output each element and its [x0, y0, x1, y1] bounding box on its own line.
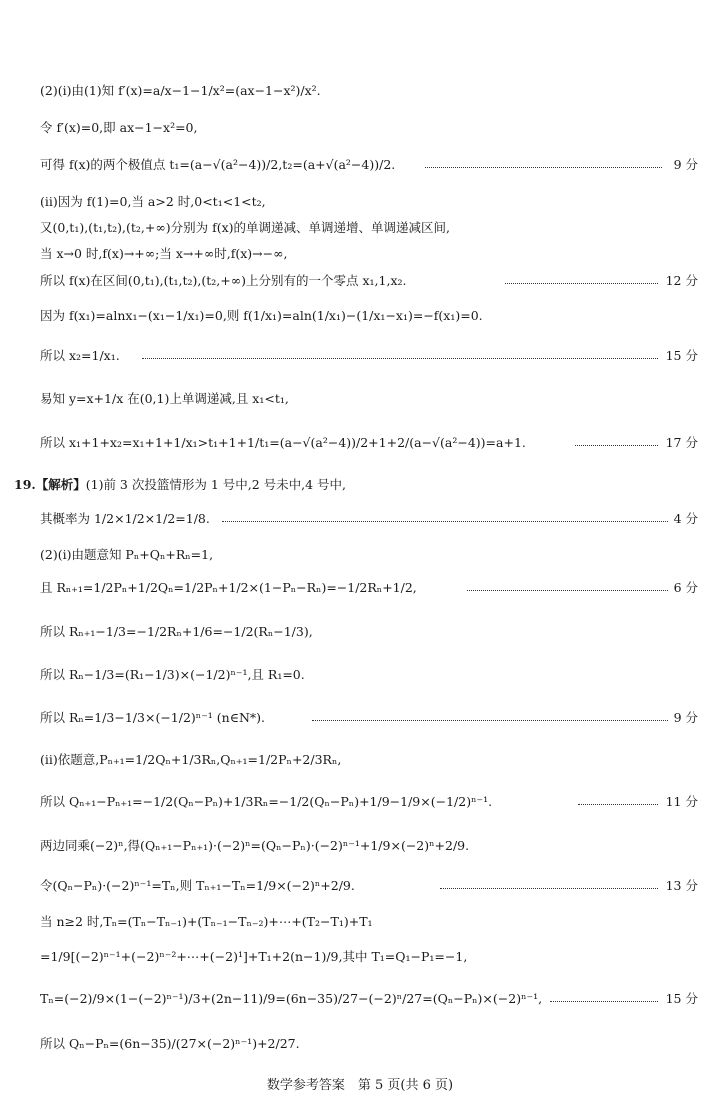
- score-label: 17 分: [665, 435, 698, 450]
- leader-dots: [550, 1001, 658, 1002]
- line-text: 所以 Rₙ−1/3=(R₁−1/3)×(−1/2)ⁿ⁻¹,且 R₁=0.: [40, 667, 305, 682]
- leader-dots: [425, 167, 662, 168]
- question-number: 19.【解析】: [14, 477, 86, 492]
- leader-dots: [222, 521, 668, 522]
- line-text: 两边同乘(−2)ⁿ,得(Qₙ₊₁−Pₙ₊₁)·(−2)ⁿ=(Qₙ−Pₙ)·(−2)ⁿ⁻¹+1/9×(−2)ⁿ+2/9.: [40, 838, 470, 853]
- score-label: 6 分: [673, 580, 698, 595]
- line-text: 因为 f(x₁)=alnx₁−(x₁−1/x₁)=0,则 f(1/x₁)=aln(1/x₁)−(1/x₁−x₁)=−f(x₁)=0.: [40, 308, 483, 323]
- line-text: 且 Rₙ₊₁=1/2Pₙ+1/2Qₙ=1/2Pₙ+1/2×(1−Pₙ−Rₙ)=−1/2Rₙ+1/2,: [40, 580, 417, 595]
- page-footer: 数学参考答案 第 5 页(共 6 页): [266, 1078, 454, 1093]
- leader-dots: [312, 720, 668, 721]
- line-text: (ii)因为 f(1)=0,当 a>2 时,0<t₁<1<t₂,: [40, 194, 266, 209]
- line-text: [14, 479, 346, 492]
- line-text: 所以 Qₙ₊₁−Pₙ₊₁=−1/2(Qₙ−Pₙ)+1/3Rₙ=−1/2(Qₙ−Pₙ)+1/9−1/9×(−1/2)ⁿ⁻¹.: [40, 794, 493, 809]
- leader-dots: [467, 590, 668, 591]
- score-label: 4 分: [673, 511, 698, 526]
- score-label: 13 分: [665, 878, 698, 893]
- line-text: 所以 Qₙ−Pₙ=(6n−35)/(27×(−2)ⁿ⁻¹)+2/27.: [40, 1036, 300, 1051]
- leader-dots: [142, 358, 658, 359]
- line-text: (ii)依题意,Pₙ₊₁=1/2Qₙ+1/3Rₙ,Qₙ₊₁=1/2Pₙ+2/3Rₙ,: [40, 752, 342, 767]
- line-text: 所以 Rₙ₊₁−1/3=−1/2Rₙ+1/6=−1/2(Rₙ−1/3),: [40, 624, 313, 639]
- leader-dots: [575, 445, 658, 446]
- score-label: 12 分: [665, 273, 698, 288]
- line-text: 所以 x₂=1/x₁.: [40, 348, 120, 363]
- line-text: 其概率为 1/2×1/2×1/2=1/8.: [40, 511, 210, 526]
- line-text: (2)(i)由(1)知 f′(x)=a/x−1−1/x²=(ax−1−x²)/x².: [40, 83, 321, 98]
- leader-dots: [505, 283, 658, 284]
- line-text: (2)(i)由题意知 Pₙ+Qₙ+Rₙ=1,: [40, 547, 214, 562]
- score-label: 11 分: [665, 794, 698, 809]
- line-text: 所以 f(x)在区间(0,t₁),(t₁,t₂),(t₂,+∞)上分别有的一个零点 x₁,1,x₂.: [40, 273, 407, 288]
- line-text: 当 x→0 时,f(x)→+∞;当 x→+∞时,f(x)→−∞,: [40, 246, 288, 261]
- line-text: 当 n≥2 时,Tₙ=(Tₙ−Tₙ₋₁)+(Tₙ₋₁−Tₙ₋₂)+⋯+(T₂−T₁)+T₁: [40, 914, 373, 929]
- score-label: 9 分: [673, 710, 698, 725]
- line-text: 令 f′(x)=0,即 ax−1−x²=0,: [40, 120, 198, 135]
- line-text: 可得 f(x)的两个极值点 t₁=(a−√(a²−4))/2,t₂=(a+√(a²−4))/2.: [40, 157, 396, 172]
- score-label: 15 分: [665, 991, 698, 1006]
- score-label: 15 分: [665, 348, 698, 363]
- line-text: 令(Qₙ−Pₙ)·(−2)ⁿ⁻¹=Tₙ,则 Tₙ₊₁−Tₙ=1/9×(−2)ⁿ+2/9.: [40, 878, 355, 893]
- line-body: (1)前 3 次投篮情形为 1 号中,2 号未中,4 号中,: [85, 477, 347, 492]
- line-text: 又(0,t₁),(t₁,t₂),(t₂,+∞)分别为 f(x)的单调递减、单调递增、单调递减区间,: [40, 220, 450, 235]
- leader-dots: [578, 804, 658, 805]
- score-label: 9 分: [673, 157, 698, 172]
- line-text: 所以 x₁+1+x₂=x₁+1+1/x₁>t₁+1+1/t₁=(a−√(a²−4))/2+1+2/(a−√(a²−4))=a+1.: [40, 435, 526, 450]
- leader-dots: [440, 888, 658, 889]
- line-text: 易知 y=x+1/x 在(0,1)上单调递减,且 x₁<t₁,: [40, 391, 289, 406]
- line-text: Tₙ=(−2)/9×(1−(−2)ⁿ⁻¹)/3+(2n−11)/9=(6n−35)/27−(−2)ⁿ/27=(Qₙ−Pₙ)×(−2)ⁿ⁻¹,: [40, 991, 543, 1006]
- line-text: =1/9[(−2)ⁿ⁻¹+(−2)ⁿ⁻²+⋯+(−2)¹]+T₁+2(n−1)/9,其中 T₁=Q₁−P₁=−1,: [40, 949, 468, 964]
- line-text: 所以 Rₙ=1/3−1/3×(−1/2)ⁿ⁻¹ (n∈N*).: [40, 710, 266, 725]
